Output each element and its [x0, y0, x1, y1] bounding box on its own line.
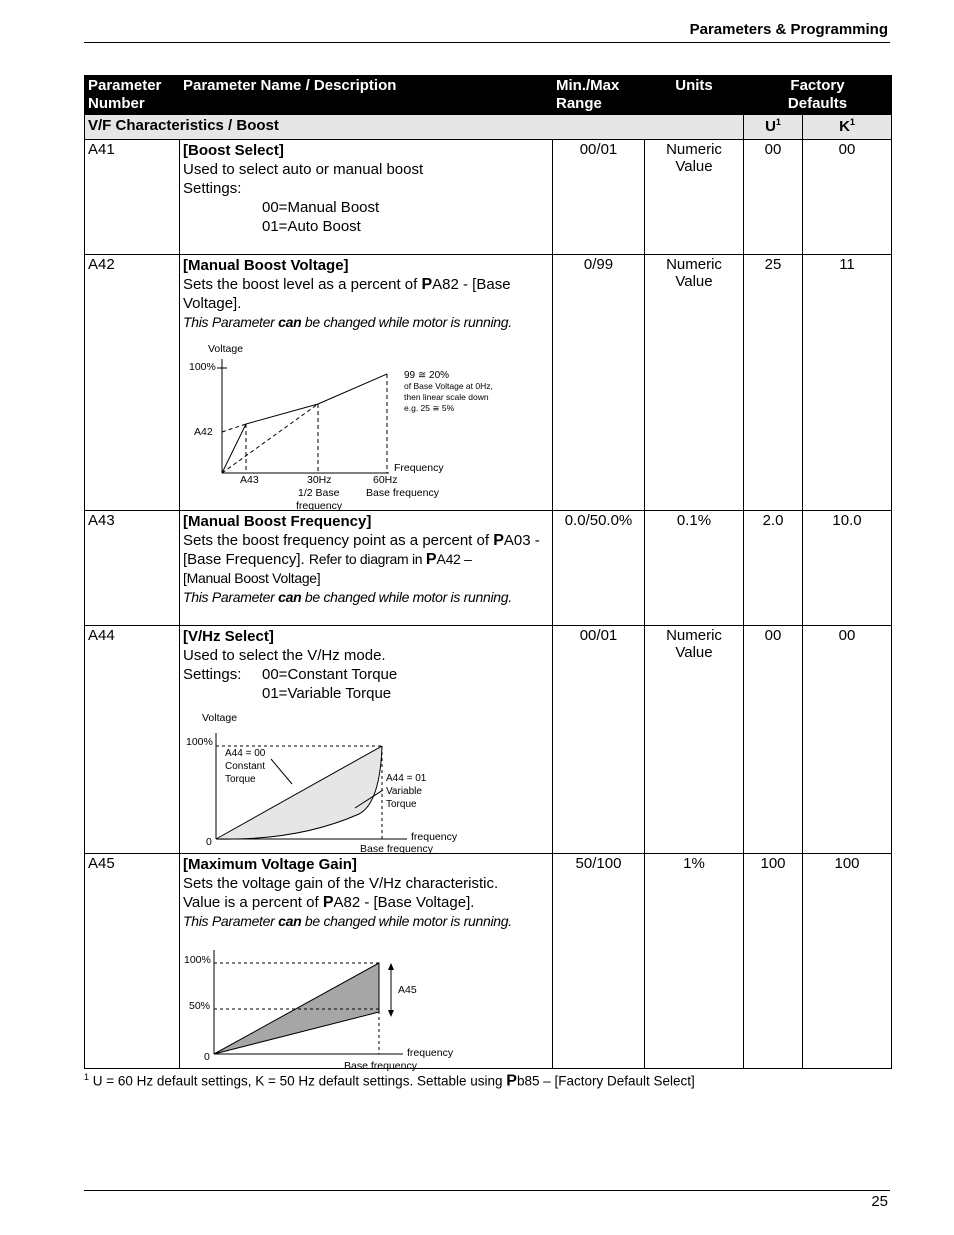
variable-label: A44 = 01: [386, 773, 427, 784]
param-number: A43: [85, 511, 180, 626]
running-note: This Parameter can be changed while motor is running.: [183, 913, 512, 929]
col-k: $K^1$: [803, 115, 892, 140]
diagram-zero-label: 0: [204, 1051, 210, 1063]
diagram-voltage-label: Voltage: [202, 712, 238, 724]
param-range: 0/99: [553, 255, 645, 511]
param-number: A42: [85, 255, 180, 511]
desc-line: Used to select the V/Hz mode.: [183, 647, 386, 664]
default-k: 11: [803, 255, 892, 511]
table-row: [85, 626, 892, 854]
default-u: 00: [744, 140, 803, 255]
param-range: 00/01: [553, 140, 645, 255]
param-units: Numeric Value: [645, 626, 744, 854]
running-note: This Parameter can be changed while motor is running.: [183, 314, 512, 330]
constant-label: Torque: [225, 774, 256, 785]
default-k: 100: [803, 854, 892, 1069]
table-row: [85, 511, 892, 626]
desc-line: Value is a percent of PA82 - [Base Voltage].: [183, 894, 475, 911]
table-row: [85, 255, 892, 511]
param-name: [Boost Select]: [183, 142, 284, 159]
default-u: 2.0: [744, 511, 803, 626]
diagram-half-base-label2: frequency: [296, 500, 343, 512]
diagram-a42-label: A42: [194, 426, 213, 438]
diagram-30hz-label: 30Hz: [307, 474, 332, 486]
variable-label: Torque: [386, 799, 417, 810]
table-header-row: [85, 76, 892, 115]
constant-label: Constant: [225, 761, 266, 772]
desc-line: Voltage].: [183, 295, 242, 312]
desc-line: Sets the boost level as a percent of PA82 - [Base: [183, 276, 511, 293]
desc-line: Sets the boost frequency point as a percent of PA03 -: [183, 532, 540, 549]
diagram-note: then linear scale down: [404, 392, 489, 402]
diagram-a43-label: A43: [240, 474, 259, 486]
desc-line: [Base Frequency]. Refer to diagram in PA42 –: [183, 551, 472, 568]
boost-voltage-diagram: [183, 334, 493, 512]
boost-line: [318, 374, 387, 404]
diagram-note: e.g. 25 ≅ 5%: [404, 403, 455, 413]
param-description: [180, 854, 553, 1072]
vhz-select-diagram: [183, 705, 483, 855]
default-k: 10.0: [803, 511, 892, 626]
diagram-base-freq-label: Base frequency: [360, 843, 433, 855]
constant-label: A44 = 00: [225, 748, 266, 759]
param-range: 50/100: [553, 854, 645, 1069]
boost-line: [222, 424, 246, 473]
default-u: 00: [744, 626, 803, 854]
setting-option: 01=Variable Torque: [262, 685, 392, 702]
diagram-note: of Base Voltage at 0Hz,: [404, 381, 493, 391]
col-parameter-number: Parameter Number: [85, 76, 180, 115]
default-k: 00: [803, 626, 892, 854]
param-name: [Manual Boost Frequency]: [183, 513, 372, 530]
parameter-table: [84, 75, 892, 1072]
diagram-50-label: 50%: [189, 1000, 211, 1012]
header-divider: [84, 42, 890, 43]
running-note: This Parameter can be changed while motor is running.: [183, 589, 512, 605]
param-number: A41: [85, 140, 180, 255]
diagram-frequency-label: frequency: [407, 1047, 454, 1059]
diagram-100-label: 100%: [186, 736, 213, 748]
param-units: 1%: [645, 854, 744, 1069]
param-range: 0.0/50.0%: [553, 511, 645, 626]
diagram-zero-label: 0: [206, 836, 212, 848]
param-range: 00/01: [553, 626, 645, 854]
desc-line: Used to select auto or manual boost: [183, 161, 424, 178]
setting-option: 00=Manual Boost: [262, 199, 380, 216]
variable-label: Variable: [386, 786, 422, 797]
diagram-frequency-label: frequency: [411, 831, 458, 843]
diagram-half-base-label: 1/2 Base: [298, 487, 340, 499]
param-description: [180, 511, 553, 626]
footnote: $^1$ U = 60 Hz default settings, K = 50 Hz default settings. Settable using Pb85 – [Factory Default Select]: [84, 1072, 695, 1090]
param-units: 0.1%: [645, 511, 744, 626]
diagram-a45-label: A45: [398, 984, 417, 996]
desc-line: [Manual Boost Voltage]: [183, 570, 321, 586]
desc-line: Sets the voltage gain of the V/Hz characteristic.: [183, 875, 499, 892]
col-parameter-name: Parameter Name / Description: [180, 76, 553, 115]
arrow-down-icon: [388, 1010, 394, 1017]
diagram-100-label: 100%: [184, 954, 211, 966]
voltage-gain-diagram: [183, 935, 483, 1072]
boost-line: [246, 404, 318, 424]
page-header-title: Parameters & Programming: [689, 21, 888, 38]
diagram-note: 99 ≅ 20%: [404, 370, 450, 381]
diagram-base-freq-label: Base frequency: [366, 487, 439, 499]
settings-label: Settings:: [183, 180, 242, 197]
param-number: A44: [85, 626, 180, 854]
param-description: [180, 255, 553, 511]
param-name: [V/Hz Select]: [183, 628, 274, 645]
section-row: [85, 115, 892, 140]
param-description: [180, 626, 553, 854]
param-units: Numeric Value: [645, 140, 744, 255]
footer-divider: [84, 1190, 890, 1191]
col-factory-defaults: Factory Defaults: [744, 76, 892, 115]
setting-option: 01=Auto Boost: [262, 218, 361, 235]
linear-dashed: [222, 404, 318, 473]
section-title: V/F Characteristics / Boost: [85, 115, 744, 140]
param-name: [Manual Boost Voltage]: [183, 257, 349, 274]
diagram-frequency-label: Frequency: [394, 462, 444, 474]
arrow-up-icon: [388, 963, 394, 970]
setting-option: Settings: 00=Constant Torque: [183, 666, 398, 683]
default-u: 100: [744, 854, 803, 1069]
col-units: Units: [645, 76, 744, 115]
table-row: [85, 140, 892, 255]
page-number: 25: [871, 1193, 888, 1210]
col-u: $U^1$: [744, 115, 803, 140]
col-range: Min./Max Range: [553, 76, 645, 115]
param-description: [180, 140, 553, 255]
param-number: A45: [85, 854, 180, 1069]
diagram-base-freq-label: Base frequency: [344, 1060, 417, 1072]
diagram-60hz-label: 60Hz: [373, 474, 398, 486]
table-row: [85, 854, 892, 1069]
default-k: 00: [803, 140, 892, 255]
param-name: [Maximum Voltage Gain]: [183, 856, 357, 873]
constant-pointer: [271, 759, 292, 784]
default-u: 25: [744, 255, 803, 511]
param-units: Numeric Value: [645, 255, 744, 511]
diagram-100-label: 100%: [189, 361, 216, 373]
diagram-voltage-label: Voltage: [208, 343, 244, 355]
